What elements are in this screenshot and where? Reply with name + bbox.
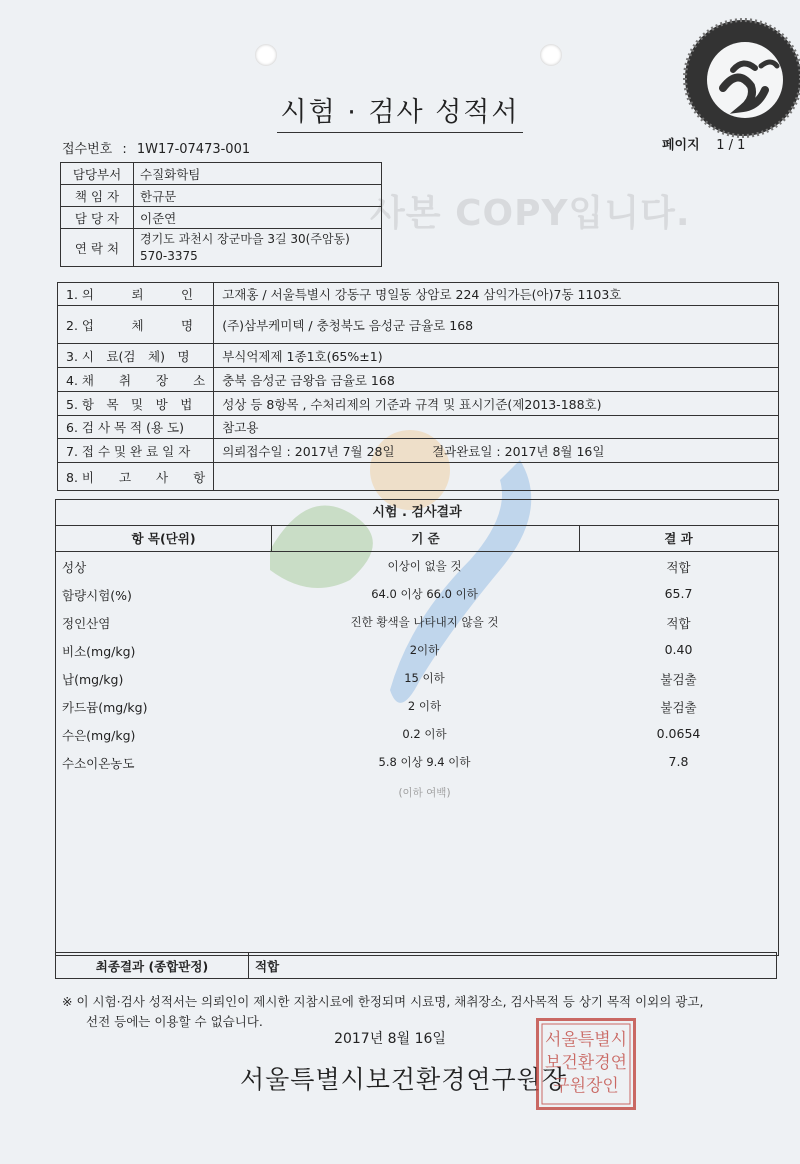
contact-value: 이준연	[134, 207, 382, 229]
punch-hole	[255, 44, 277, 66]
request-table	[57, 282, 779, 491]
result-row	[56, 586, 776, 606]
result-item: 수소이온농도	[62, 756, 135, 771]
address-line: 경기도 과천시 장군마을 3길 30(주암동)	[140, 231, 350, 246]
result-row	[56, 698, 776, 718]
request-row	[58, 306, 779, 344]
page-indicator	[662, 134, 745, 153]
contact-row	[61, 163, 382, 185]
result-standard: 2 이하	[407, 699, 442, 713]
request-value: 고재홍 / 서울특별시 강동구 명일동 상암로 224 삼익가든(아)7동 1103호	[214, 283, 779, 306]
request-label: 4. 채 취 장 소	[58, 368, 214, 392]
address-line: 570-3375	[140, 248, 198, 263]
result-item: 수은(mg/kg)	[62, 728, 136, 743]
result-item: 정인산염	[62, 616, 111, 631]
punch-hole	[540, 44, 562, 66]
header-item: 항 목(단위)	[131, 531, 196, 546]
receipt-value: 1W17-07473-001	[136, 142, 251, 157]
official-seal	[536, 1018, 636, 1110]
result-standard: 64.0 이상 66.0 이하	[371, 587, 478, 601]
page-value: 1 / 1	[716, 138, 746, 153]
request-row	[58, 368, 779, 392]
final-value: 적합	[249, 953, 777, 979]
contact-label: 담 당 자	[61, 207, 134, 229]
request-value: 참고용	[214, 416, 779, 439]
document-title: 시험 · 검사 성적서	[0, 90, 800, 129]
receipt-label: 접수번호	[62, 142, 113, 157]
results-header	[56, 526, 778, 552]
request-value: 성상 등 8항목 , 수처리제의 기준과 규격 및 표시기준(제2013-188호)	[214, 392, 779, 416]
result-item: 함량시험(%)	[62, 588, 132, 603]
header-result: 결 과	[664, 531, 693, 546]
result-standard: 이상이 없을 것	[387, 559, 462, 573]
request-label: 8. 비 고 사 항	[58, 463, 214, 491]
blank-note: (이하 여백)	[398, 787, 451, 799]
result-row	[56, 670, 776, 690]
svg-text:구원장인: 구원장인	[553, 1076, 619, 1096]
request-row	[58, 392, 779, 416]
contact-address	[134, 229, 382, 267]
note-line: 선전 등에는 이용할 수 없습니다.	[86, 1014, 263, 1029]
result-standard: 2이하	[409, 643, 440, 657]
result-row	[56, 558, 776, 578]
result-item: 비소(mg/kg)	[62, 644, 136, 659]
seal-graphic	[539, 1021, 633, 1107]
contact-value: 한규문	[134, 185, 382, 207]
contact-label: 연 락 처	[61, 229, 134, 267]
receipt-number: 접수번호 : 1W17-07473-001	[62, 142, 251, 157]
results-title: 시험 . 검사결과	[56, 500, 778, 526]
request-label: 3. 시 료(검 체) 명	[58, 344, 214, 368]
request-row	[58, 439, 779, 463]
page-label: 페이지	[662, 138, 700, 153]
result-value: 65.7	[664, 586, 693, 601]
result-value: 적합	[666, 616, 691, 631]
results-section	[55, 499, 779, 956]
header-standard: 기 준	[271, 526, 580, 551]
issue-date: 2017년 8월 16일	[334, 1031, 446, 1047]
request-label: 1. 의 뢰 인	[58, 283, 214, 306]
svg-text:서울특별시: 서울특별시	[544, 1030, 628, 1050]
result-standard: 15 이하	[404, 671, 445, 685]
contact-value: 수질화학팀	[134, 163, 382, 185]
request-value: 의뢰접수일 : 2017년 7월 28일 결과완료일 : 2017년 8월 16일	[214, 439, 779, 463]
svg-text:보건환경연: 보건환경연	[544, 1053, 628, 1073]
result-item: 성상	[62, 560, 87, 575]
request-value	[214, 463, 779, 491]
result-value: 7.8	[668, 754, 689, 769]
request-row	[58, 416, 779, 439]
final-verdict	[55, 952, 777, 979]
request-label: 7. 접 수 및 완 료 일 자	[58, 439, 214, 463]
request-label: 2. 업 체 명	[58, 306, 214, 344]
result-item: 카드뮴(mg/kg)	[62, 700, 148, 715]
footer-note	[62, 992, 782, 1032]
note-line: ※ 이 시험·검사 성적서는 의뢰인이 제시한 지참시료에 한정되며 시료명, 채취장소, 검사목적 등 상기 목적 이외의 광고,	[62, 994, 704, 1009]
result-standard: 5.8 이상 9.4 이하	[378, 755, 471, 769]
contact-label: 담당부서	[61, 163, 134, 185]
contact-label: 책 임 자	[61, 185, 134, 207]
contact-box	[60, 162, 382, 267]
request-row	[58, 344, 779, 368]
copy-watermark-text: 사본 COPY입니다.	[370, 193, 691, 234]
result-value: 0.40	[664, 642, 693, 657]
result-value: 0.0654	[656, 726, 701, 741]
result-row	[56, 614, 776, 634]
request-value: (주)삼부케미텍 / 충청북도 음성군 금율로 168	[214, 306, 779, 344]
contact-row	[61, 229, 382, 267]
request-row	[58, 283, 779, 306]
result-value: 불검출	[660, 700, 697, 715]
result-row	[56, 726, 776, 746]
contact-row	[61, 185, 382, 207]
issuer-name: 서울특별시보건환경연구원장	[240, 1065, 567, 1094]
result-row	[56, 642, 776, 662]
request-value: 부식억제제 1종1호(65%±1)	[214, 344, 779, 368]
result-standard: 0.2 이하	[402, 727, 447, 741]
final-label: 최종결과 (종합판정)	[56, 953, 249, 979]
result-value: 적합	[666, 560, 691, 575]
request-label: 5. 항 목 및 방 법	[58, 392, 214, 416]
contact-row	[61, 207, 382, 229]
result-row	[56, 754, 776, 774]
request-label: 6. 검 사 목 적 (용 도)	[58, 416, 214, 439]
result-value: 불검출	[660, 672, 697, 687]
result-item: 납(mg/kg)	[62, 672, 124, 687]
request-row	[58, 463, 779, 491]
result-standard: 진한 황색을 나타내지 않을 것	[350, 615, 499, 629]
request-value: 충북 음성군 금왕읍 금율로 168	[214, 368, 779, 392]
